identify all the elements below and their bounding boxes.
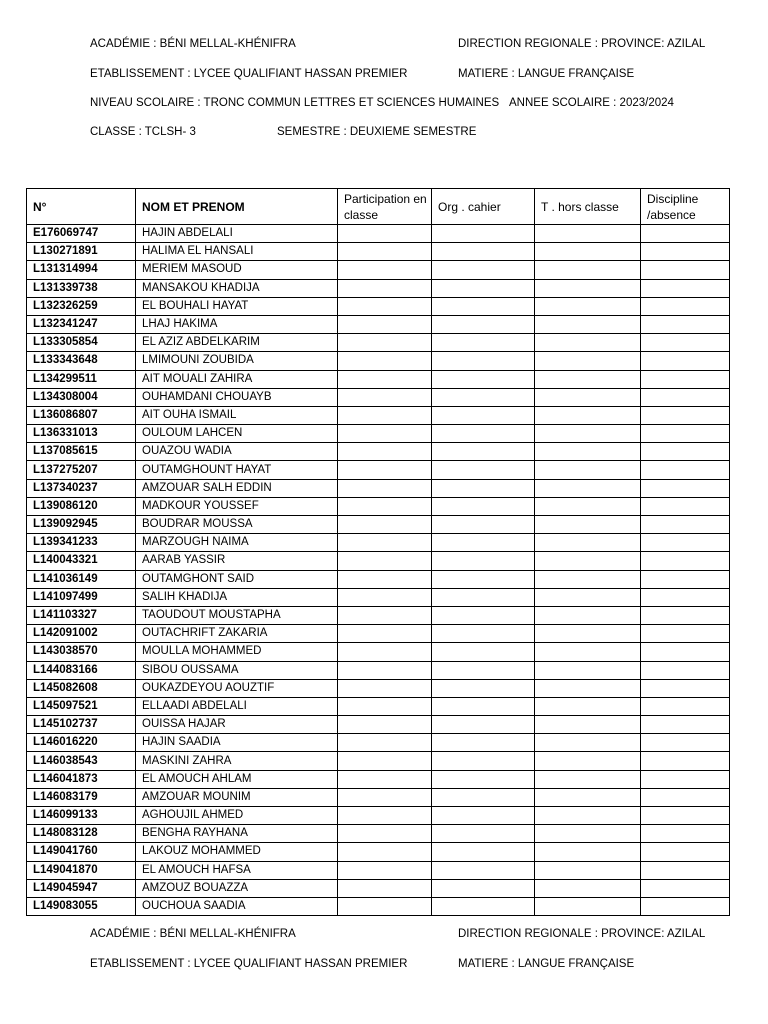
discipline-cell: [641, 225, 730, 243]
org-cahier-cell: [432, 370, 535, 388]
student-number-cell: L139341233: [27, 534, 136, 552]
student-number-cell: L140043321: [27, 552, 136, 570]
participation-cell: [338, 643, 432, 661]
hors-classe-cell: [535, 279, 641, 297]
org-cahier-cell: [432, 897, 535, 915]
discipline-cell: [641, 661, 730, 679]
participation-cell: [338, 843, 432, 861]
hors-classe-cell: [535, 334, 641, 352]
discipline-cell: [641, 734, 730, 752]
footer-etablissement-label: ETABLISSEMENT : LYCEE QUALIFIANT HASSAN PREMIER: [90, 958, 408, 970]
org-cahier-cell: [432, 443, 535, 461]
student-name-cell: HAJIN ABDELALI: [136, 225, 338, 243]
participation-cell: [338, 497, 432, 515]
participation-cell: [338, 443, 432, 461]
org-cahier-cell: [432, 770, 535, 788]
discipline-cell: [641, 461, 730, 479]
org-cahier-cell: [432, 352, 535, 370]
academie-label: ACADÉMIE : BÉNI MELLAL-KHÉNIFRA: [90, 38, 296, 50]
participation-cell: [338, 534, 432, 552]
hors-classe-cell: [535, 734, 641, 752]
discipline-cell: [641, 879, 730, 897]
participation-cell: [338, 752, 432, 770]
table-row: [27, 516, 730, 534]
participation-cell: [338, 261, 432, 279]
annee-label: ANNEE SCOLAIRE : 2023/2024: [509, 97, 674, 109]
student-name-cell: LMIMOUNI ZOUBIDA: [136, 352, 338, 370]
discipline-cell: [641, 679, 730, 697]
student-number-cell: L145102737: [27, 716, 136, 734]
discipline-cell: [641, 861, 730, 879]
footer-matiere-label: MATIERE : LANGUE FRANÇAISE: [458, 958, 635, 970]
table-row: [27, 770, 730, 788]
table-row: [27, 388, 730, 406]
hors-classe-cell: [535, 625, 641, 643]
participation-cell: [338, 388, 432, 406]
org-cahier-cell: [432, 752, 535, 770]
participation-cell: [338, 352, 432, 370]
student-number-cell: L148083128: [27, 825, 136, 843]
student-name-cell: MOULLA MOHAMMED: [136, 643, 338, 661]
student-name-cell: HALIMA EL HANSALI: [136, 243, 338, 261]
hors-classe-cell: [535, 588, 641, 606]
student-number-cell: L149083055: [27, 897, 136, 915]
col-header-number: N°: [27, 189, 136, 225]
discipline-cell: [641, 497, 730, 515]
discipline-cell: [641, 697, 730, 715]
table-header-row: [27, 189, 730, 225]
student-name-cell: MARZOUGH NAIMA: [136, 534, 338, 552]
etablissement-label: ETABLISSEMENT : LYCEE QUALIFIANT HASSAN PREMIER: [90, 68, 408, 80]
org-cahier-cell: [432, 861, 535, 879]
hors-classe-cell: [535, 461, 641, 479]
table-row: [27, 606, 730, 624]
table-row: [27, 588, 730, 606]
student-name-cell: AMZOUZ BOUAZZA: [136, 879, 338, 897]
student-number-cell: L145097521: [27, 697, 136, 715]
org-cahier-cell: [432, 243, 535, 261]
hors-classe-cell: [535, 243, 641, 261]
discipline-cell: [641, 297, 730, 315]
student-name-cell: AARAB YASSIR: [136, 552, 338, 570]
table-row: [27, 716, 730, 734]
col-header-hors-classe: T . hors classe: [535, 189, 641, 225]
org-cahier-cell: [432, 825, 535, 843]
direction-label: DIRECTION REGIONALE : PROVINCE: AZILAL: [458, 38, 706, 50]
col-header-org-cahier: Org . cahier: [432, 189, 535, 225]
hors-classe-cell: [535, 479, 641, 497]
participation-cell: [338, 606, 432, 624]
discipline-cell: [641, 625, 730, 643]
org-cahier-cell: [432, 225, 535, 243]
student-name-cell: OUTACHRIFT ZAKARIA: [136, 625, 338, 643]
org-cahier-cell: [432, 625, 535, 643]
participation-cell: [338, 697, 432, 715]
participation-cell: [338, 461, 432, 479]
discipline-cell: [641, 552, 730, 570]
student-name-cell: OUTAMGHOUNT HAYAT: [136, 461, 338, 479]
student-number-cell: L141097499: [27, 588, 136, 606]
org-cahier-cell: [432, 261, 535, 279]
hors-classe-cell: [535, 697, 641, 715]
student-number-cell: L146099133: [27, 807, 136, 825]
footer-direction-label: DIRECTION REGIONALE : PROVINCE: AZILAL: [458, 928, 706, 940]
table-row: [27, 352, 730, 370]
student-number-cell: L149045947: [27, 879, 136, 897]
org-cahier-cell: [432, 425, 535, 443]
participation-cell: [338, 279, 432, 297]
participation-cell: [338, 552, 432, 570]
hors-classe-cell: [535, 425, 641, 443]
hors-classe-cell: [535, 352, 641, 370]
student-name-cell: OUCHOUA SAADIA: [136, 897, 338, 915]
student-number-cell: L145082608: [27, 679, 136, 697]
student-number-cell: L139086120: [27, 497, 136, 515]
student-name-cell: AMZOUAR MOUNIM: [136, 788, 338, 806]
org-cahier-cell: [432, 279, 535, 297]
table-row: [27, 734, 730, 752]
org-cahier-cell: [432, 734, 535, 752]
discipline-cell: [641, 279, 730, 297]
org-cahier-cell: [432, 788, 535, 806]
participation-cell: [338, 315, 432, 333]
student-number-cell: L131339738: [27, 279, 136, 297]
table-row: [27, 807, 730, 825]
student-name-cell: EL BOUHALI HAYAT: [136, 297, 338, 315]
student-name-cell: ELLAADI ABDELALI: [136, 697, 338, 715]
hors-classe-cell: [535, 643, 641, 661]
student-name-cell: AMZOUAR SALH EDDIN: [136, 479, 338, 497]
student-number-cell: L144083166: [27, 661, 136, 679]
table-row: [27, 315, 730, 333]
student-name-cell: SIBOU OUSSAMA: [136, 661, 338, 679]
table-row: [27, 461, 730, 479]
discipline-cell: [641, 334, 730, 352]
hors-classe-cell: [535, 679, 641, 697]
student-number-cell: L132326259: [27, 297, 136, 315]
student-number-cell: L149041760: [27, 843, 136, 861]
student-number-cell: L146041873: [27, 770, 136, 788]
student-name-cell: OUISSA HAJAR: [136, 716, 338, 734]
participation-cell: [338, 716, 432, 734]
table-row: [27, 879, 730, 897]
table-row: [27, 425, 730, 443]
org-cahier-cell: [432, 516, 535, 534]
student-name-cell: MERIEM MASOUD: [136, 261, 338, 279]
org-cahier-cell: [432, 479, 535, 497]
student-number-cell: L134308004: [27, 388, 136, 406]
discipline-cell: [641, 352, 730, 370]
hors-classe-cell: [535, 261, 641, 279]
student-number-cell: L136086807: [27, 406, 136, 424]
student-number-cell: L146038543: [27, 752, 136, 770]
hors-classe-cell: [535, 716, 641, 734]
hors-classe-cell: [535, 497, 641, 515]
org-cahier-cell: [432, 643, 535, 661]
table-row: [27, 243, 730, 261]
discipline-cell: [641, 716, 730, 734]
table-row: [27, 788, 730, 806]
hors-classe-cell: [535, 861, 641, 879]
student-name-cell: MADKOUR YOUSSEF: [136, 497, 338, 515]
classe-label: CLASSE : TCLSH- 3: [90, 126, 196, 138]
table-row: [27, 443, 730, 461]
student-name-cell: OUTAMGHONT SAID: [136, 570, 338, 588]
student-name-cell: OUKAZDEYOU AOUZTIF: [136, 679, 338, 697]
student-name-cell: TAOUDOUT MOUSTAPHA: [136, 606, 338, 624]
discipline-cell: [641, 516, 730, 534]
student-name-cell: OUAZOU WADIA: [136, 443, 338, 461]
participation-cell: [338, 225, 432, 243]
participation-cell: [338, 734, 432, 752]
student-name-cell: OUHAMDANI CHOUAYB: [136, 388, 338, 406]
table-row: [27, 861, 730, 879]
table-row: [27, 334, 730, 352]
student-name-cell: HAJIN SAADIA: [136, 734, 338, 752]
table-row: [27, 225, 730, 243]
org-cahier-cell: [432, 497, 535, 515]
student-number-cell: L133343648: [27, 352, 136, 370]
table-row: [27, 679, 730, 697]
student-number-cell: E176069747: [27, 225, 136, 243]
student-number-cell: L134299511: [27, 370, 136, 388]
student-number-cell: L136331013: [27, 425, 136, 443]
participation-cell: [338, 625, 432, 643]
participation-cell: [338, 297, 432, 315]
participation-cell: [338, 897, 432, 915]
discipline-cell: [641, 570, 730, 588]
table-row: [27, 643, 730, 661]
table-row: [27, 825, 730, 843]
discipline-cell: [641, 534, 730, 552]
hors-classe-cell: [535, 606, 641, 624]
table-row: [27, 297, 730, 315]
student-name-cell: EL AMOUCH HAFSA: [136, 861, 338, 879]
student-number-cell: L146083179: [27, 788, 136, 806]
org-cahier-cell: [432, 661, 535, 679]
student-number-cell: L132341247: [27, 315, 136, 333]
student-number-cell: L137340237: [27, 479, 136, 497]
discipline-cell: [641, 770, 730, 788]
hors-classe-cell: [535, 807, 641, 825]
table-row: [27, 697, 730, 715]
discipline-cell: [641, 406, 730, 424]
student-number-cell: L141036149: [27, 570, 136, 588]
participation-cell: [338, 479, 432, 497]
hors-classe-cell: [535, 388, 641, 406]
hors-classe-cell: [535, 661, 641, 679]
participation-cell: [338, 825, 432, 843]
student-name-cell: AIT OUHA ISMAIL: [136, 406, 338, 424]
footer-academie-label: ACADÉMIE : BÉNI MELLAL-KHÉNIFRA: [90, 928, 296, 940]
org-cahier-cell: [432, 879, 535, 897]
student-name-cell: BENGHA RAYHANA: [136, 825, 338, 843]
participation-cell: [338, 588, 432, 606]
participation-cell: [338, 516, 432, 534]
table-row: [27, 279, 730, 297]
participation-cell: [338, 570, 432, 588]
student-number-cell: L139092945: [27, 516, 136, 534]
hors-classe-cell: [535, 225, 641, 243]
student-number-cell: L137275207: [27, 461, 136, 479]
org-cahier-cell: [432, 843, 535, 861]
hors-classe-cell: [535, 370, 641, 388]
student-name-cell: EL AMOUCH AHLAM: [136, 770, 338, 788]
participation-cell: [338, 788, 432, 806]
discipline-cell: [641, 788, 730, 806]
hors-classe-cell: [535, 752, 641, 770]
matiere-label: MATIERE : LANGUE FRANÇAISE: [458, 68, 635, 80]
participation-cell: [338, 679, 432, 697]
discipline-cell: [641, 752, 730, 770]
niveau-label: NIVEAU SCOLAIRE : TRONC COMMUN LETTRES ET SCIENCES HUMAINES: [90, 97, 500, 109]
student-number-cell: L142091002: [27, 625, 136, 643]
org-cahier-cell: [432, 679, 535, 697]
org-cahier-cell: [432, 606, 535, 624]
student-name-cell: SALIH KHADIJA: [136, 588, 338, 606]
student-number-cell: L141103327: [27, 606, 136, 624]
participation-cell: [338, 807, 432, 825]
discipline-cell: [641, 807, 730, 825]
student-name-cell: LAKOUZ MOHAMMED: [136, 843, 338, 861]
table-row: [27, 261, 730, 279]
discipline-cell: [641, 443, 730, 461]
student-name-cell: MASKINI ZAHRA: [136, 752, 338, 770]
org-cahier-cell: [432, 315, 535, 333]
semestre-label: SEMESTRE : DEUXIEME SEMESTRE: [277, 126, 477, 138]
table-row: [27, 552, 730, 570]
table-row: [27, 661, 730, 679]
participation-cell: [338, 370, 432, 388]
org-cahier-cell: [432, 334, 535, 352]
hors-classe-cell: [535, 297, 641, 315]
table-row: [27, 479, 730, 497]
participation-cell: [338, 861, 432, 879]
participation-cell: [338, 770, 432, 788]
table-row: [27, 406, 730, 424]
participation-cell: [338, 879, 432, 897]
student-name-cell: LHAJ HAKIMA: [136, 315, 338, 333]
hors-classe-cell: [535, 516, 641, 534]
student-name-cell: BOUDRAR MOUSSA: [136, 516, 338, 534]
discipline-cell: [641, 315, 730, 333]
student-name-cell: OULOUM LAHCEN: [136, 425, 338, 443]
hors-classe-cell: [535, 406, 641, 424]
org-cahier-cell: [432, 406, 535, 424]
student-number-cell: L143038570: [27, 643, 136, 661]
org-cahier-cell: [432, 588, 535, 606]
hors-classe-cell: [535, 825, 641, 843]
discipline-cell: [641, 243, 730, 261]
participation-cell: [338, 334, 432, 352]
col-header-name: NOM ET PRENOM: [136, 189, 338, 225]
hors-classe-cell: [535, 843, 641, 861]
hors-classe-cell: [535, 570, 641, 588]
hors-classe-cell: [535, 770, 641, 788]
org-cahier-cell: [432, 534, 535, 552]
org-cahier-cell: [432, 697, 535, 715]
org-cahier-cell: [432, 570, 535, 588]
org-cahier-cell: [432, 297, 535, 315]
student-name-cell: EL AZIZ ABDELKARIM: [136, 334, 338, 352]
org-cahier-cell: [432, 552, 535, 570]
student-number-cell: L149041870: [27, 861, 136, 879]
col-header-participation: Participation en classe: [338, 189, 432, 225]
table-row: [27, 897, 730, 915]
student-number-cell: L137085615: [27, 443, 136, 461]
participation-cell: [338, 406, 432, 424]
table-row: [27, 625, 730, 643]
hors-classe-cell: [535, 897, 641, 915]
participation-cell: [338, 425, 432, 443]
table-row: [27, 752, 730, 770]
hors-classe-cell: [535, 315, 641, 333]
org-cahier-cell: [432, 716, 535, 734]
student-number-cell: L133305854: [27, 334, 136, 352]
discipline-cell: [641, 588, 730, 606]
hors-classe-cell: [535, 879, 641, 897]
hors-classe-cell: [535, 534, 641, 552]
table-row: [27, 570, 730, 588]
discipline-cell: [641, 261, 730, 279]
discipline-cell: [641, 643, 730, 661]
discipline-cell: [641, 479, 730, 497]
hors-classe-cell: [535, 552, 641, 570]
hors-classe-cell: [535, 788, 641, 806]
discipline-cell: [641, 897, 730, 915]
student-number-cell: L130271891: [27, 243, 136, 261]
org-cahier-cell: [432, 461, 535, 479]
org-cahier-cell: [432, 388, 535, 406]
discipline-cell: [641, 843, 730, 861]
participation-cell: [338, 243, 432, 261]
col-header-discipline: Discipline /absence: [641, 189, 730, 225]
table-row: [27, 843, 730, 861]
student-name-cell: MANSAKOU KHADIJA: [136, 279, 338, 297]
hors-classe-cell: [535, 443, 641, 461]
org-cahier-cell: [432, 807, 535, 825]
discipline-cell: [641, 425, 730, 443]
discipline-cell: [641, 388, 730, 406]
table-row: [27, 497, 730, 515]
student-number-cell: L131314994: [27, 261, 136, 279]
student-name-cell: AIT MOUALI ZAHIRA: [136, 370, 338, 388]
table-row: [27, 370, 730, 388]
student-number-cell: L146016220: [27, 734, 136, 752]
discipline-cell: [641, 606, 730, 624]
participation-cell: [338, 661, 432, 679]
student-name-cell: AGHOUJIL AHMED: [136, 807, 338, 825]
table-row: [27, 534, 730, 552]
discipline-cell: [641, 825, 730, 843]
discipline-cell: [641, 370, 730, 388]
student-table: [26, 188, 730, 916]
